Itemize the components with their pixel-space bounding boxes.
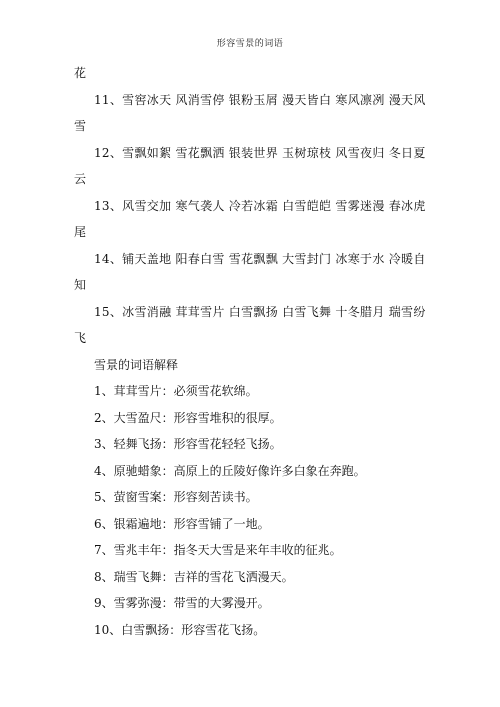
text-line: 知 <box>74 278 87 292</box>
definition-item: 4、原驰蜡象：高原上的丘陵好像许多白象在奔跑。 <box>94 463 366 478</box>
text-line: 飞 <box>74 331 87 345</box>
definition-item: 2、大雪盈尺：形容雪堆积的很厚。 <box>94 410 282 425</box>
text-line: 云 <box>74 172 87 186</box>
term-list-item: 14、铺天盖地 阳春白雪 雪花飘飘 大雪封门 冰寒于水 冷暖自 <box>94 251 426 266</box>
term-list-item: 13、风雪交加 寒气袭人 冷若冰霜 白雪皑皑 雪雾迷漫 春冰虎 <box>94 198 426 213</box>
term-list-item: 12、雪飘如絮 雪花飘洒 银装世界 玉树琼枝 风雪夜归 冬日夏 <box>94 145 426 160</box>
text-line: 花 <box>74 66 87 80</box>
text-line: 雪 <box>74 119 87 133</box>
definition-item: 5、萤窗雪案：形容刻苦读书。 <box>94 490 258 504</box>
term-list-item: 15、冰雪消融 茸茸雪片 白雪飘扬 白雪飞舞 十冬腊月 瑞雪纷 <box>94 304 426 319</box>
definition-item: 1、茸茸雪片：必须雪花软绵。 <box>94 384 258 398</box>
definition-item: 10、白雪飘扬：形容雪花飞扬。 <box>94 622 266 637</box>
definition-item: 8、瑞雪飞舞：吉祥的雪花飞洒漫天。 <box>94 569 294 584</box>
definition-item: 9、雪雾弥漫：带雪的大雾漫开。 <box>94 596 270 610</box>
definition-item: 3、轻舞飞扬：形容雪花轻轻飞扬。 <box>94 437 282 451</box>
term-list-item: 11、雪窖冰天 风消雪停 银粉玉屑 漫天皆白 寒风凛冽 漫天风 <box>94 92 426 107</box>
definition-item: 6、银霜遍地：形容雪铺了一地。 <box>94 516 270 531</box>
text-line: 尾 <box>74 225 87 239</box>
document-body <box>74 60 444 643</box>
section-title: 雪景的词语解释 <box>94 357 179 372</box>
definition-item: 7、雪兆丰年：指冬天大雪是来年丰收的征兆。 <box>94 543 342 557</box>
page-header-title: 形容雪景的词语 <box>216 39 284 49</box>
